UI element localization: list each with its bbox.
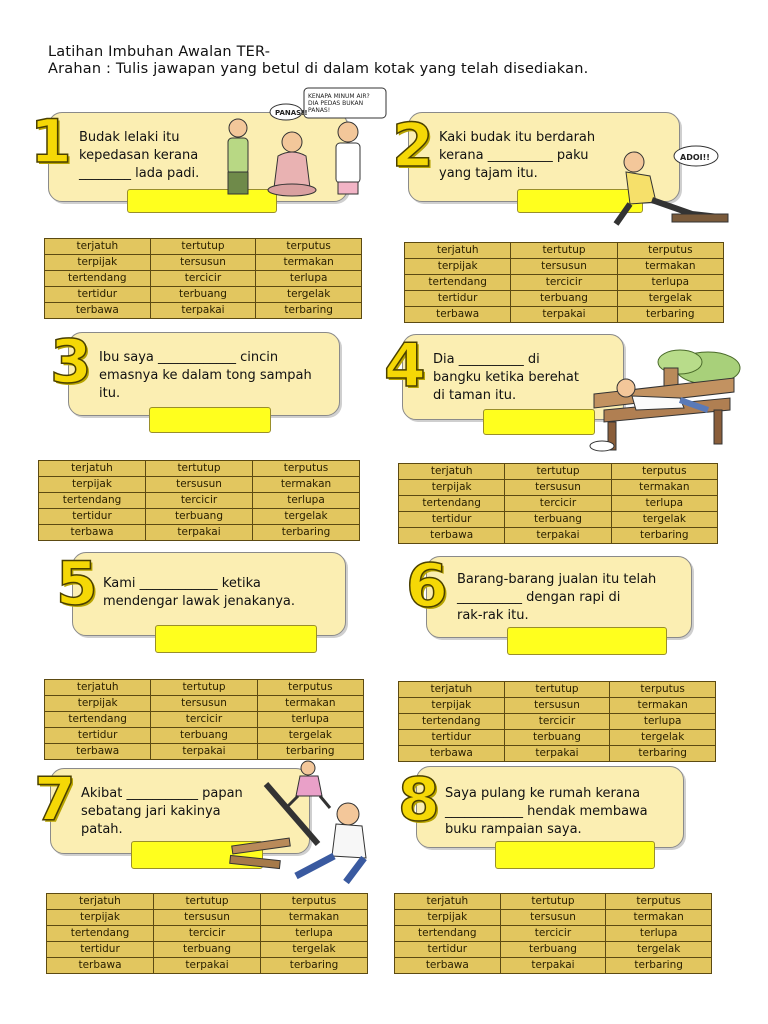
word-bank-row	[399, 682, 716, 698]
question-line: sebatang jari kakinya	[81, 804, 221, 819]
word-option: terlupa	[617, 275, 723, 291]
word-bank-row	[47, 926, 368, 942]
word-bank-table-3	[38, 460, 360, 541]
word-option: terbuang	[511, 291, 617, 307]
word-bank-row	[399, 714, 716, 730]
worksheet-header	[48, 44, 588, 78]
question-line: kerana __________ paku	[439, 148, 589, 163]
question-number-8: 8	[398, 765, 440, 835]
word-option: terlupa	[610, 714, 716, 730]
word-option: termakan	[257, 696, 363, 712]
word-option: tertutup	[150, 239, 256, 255]
word-option: terpakai	[504, 746, 610, 762]
word-option: terbuang	[504, 730, 610, 746]
word-option: tertutup	[151, 680, 257, 696]
word-bank-row	[45, 255, 362, 271]
word-option: terpakai	[511, 307, 617, 323]
answer-box-5[interactable]	[155, 625, 317, 653]
word-bank-body	[45, 680, 364, 760]
word-option: terbaring	[606, 958, 712, 974]
word-option: terjatuh	[399, 682, 505, 698]
word-option: terbuang	[500, 942, 606, 958]
word-option: tersusun	[146, 477, 253, 493]
question-sentence-5	[103, 575, 295, 611]
word-option: terlupa	[611, 496, 717, 512]
word-option: terbawa	[45, 303, 151, 319]
word-option: terpijak	[45, 696, 151, 712]
word-option: termakan	[261, 910, 368, 926]
speech-bubble-shout: PANAS!!	[275, 109, 308, 117]
question-line: Kaki budak itu berdarah	[439, 130, 596, 145]
question-line: Budak lelaki itu	[79, 130, 180, 145]
speech-bubble-line: PANAS!	[308, 107, 331, 114]
word-option: terpakai	[150, 303, 256, 319]
word-bank-row	[399, 730, 716, 746]
word-bank-row	[47, 894, 368, 910]
question-card-3	[68, 332, 340, 416]
word-option: terjatuh	[47, 894, 154, 910]
word-option: tercicir	[504, 714, 610, 730]
word-option: terputus	[611, 464, 717, 480]
question-number-4: 4	[384, 331, 426, 401]
word-bank-row	[39, 477, 360, 493]
word-option: tertendang	[399, 714, 505, 730]
word-bank-body	[45, 239, 362, 319]
word-option: terjatuh	[45, 680, 151, 696]
word-bank-table-6	[398, 681, 716, 762]
word-option: terjatuh	[45, 239, 151, 255]
word-option: terbaring	[257, 744, 363, 760]
word-bank-row	[39, 493, 360, 509]
word-option: tertutup	[505, 464, 611, 480]
word-option: terbuang	[154, 942, 261, 958]
word-bank-body	[47, 894, 368, 974]
word-option: tercicir	[150, 271, 256, 287]
question-number-2: 2	[392, 111, 434, 181]
word-option: tersusun	[150, 255, 256, 271]
word-option: tertutup	[504, 682, 610, 698]
word-option: terbawa	[405, 307, 511, 323]
question-sentence-8	[445, 785, 648, 839]
word-option: terbaring	[617, 307, 723, 323]
word-bank-row	[399, 464, 718, 480]
answer-box-4[interactable]	[483, 409, 595, 435]
word-bank-row	[405, 243, 724, 259]
question-number-5: 5	[56, 549, 98, 619]
word-bank-row	[45, 728, 364, 744]
word-option: tertendang	[47, 926, 154, 942]
word-option: terbawa	[39, 525, 146, 541]
word-bank-body	[399, 464, 718, 544]
word-bank-row	[47, 942, 368, 958]
word-option: terpakai	[151, 744, 257, 760]
word-option: tergelak	[261, 942, 368, 958]
answer-box-6[interactable]	[507, 627, 667, 655]
word-bank-row	[45, 287, 362, 303]
word-bank-table-7	[46, 893, 368, 974]
word-option: terputus	[610, 682, 716, 698]
word-option: terlupa	[253, 493, 360, 509]
word-option: tergelak	[611, 512, 717, 528]
answer-box-3[interactable]	[149, 407, 271, 433]
word-bank-row	[39, 525, 360, 541]
word-option: tertidur	[395, 942, 501, 958]
question-number-6: 6	[406, 551, 448, 621]
word-option: tergelak	[617, 291, 723, 307]
word-bank-row	[399, 512, 718, 528]
word-option: terbawa	[399, 528, 505, 544]
word-bank-body	[405, 243, 724, 323]
word-option: terbawa	[399, 746, 505, 762]
word-option: terpijak	[47, 910, 154, 926]
word-option: tergelak	[256, 287, 362, 303]
word-option: terpakai	[505, 528, 611, 544]
word-option: terbuang	[150, 287, 256, 303]
word-option: tercicir	[500, 926, 606, 942]
word-bank-table-8	[394, 893, 712, 974]
word-option: terbawa	[45, 744, 151, 760]
word-bank-row	[45, 239, 362, 255]
word-option: terbaring	[611, 528, 717, 544]
word-bank-row	[395, 910, 712, 926]
word-option: terlupa	[257, 712, 363, 728]
speech-bubble-line: DIA PEDAS BUKAN	[308, 100, 364, 107]
word-option: tertendang	[45, 271, 151, 287]
word-option: terbaring	[610, 746, 716, 762]
word-option: tertidur	[45, 287, 151, 303]
word-bank-row	[45, 712, 364, 728]
speech-bubble-shout: ADOI!!	[680, 153, 710, 162]
question-line: itu.	[99, 386, 121, 401]
word-bank-row	[405, 259, 724, 275]
word-bank-table-1	[44, 238, 362, 319]
question-number-3: 3	[50, 327, 92, 397]
question-sentence-2	[439, 129, 595, 183]
word-option: tertutup	[146, 461, 253, 477]
word-option: termakan	[256, 255, 362, 271]
word-bank-row	[405, 291, 724, 307]
question-sentence-1	[79, 129, 199, 183]
word-option: terlupa	[256, 271, 362, 287]
question-card-6	[426, 556, 692, 638]
word-option: termakan	[617, 259, 723, 275]
question-line: ________ lada padi.	[79, 166, 200, 181]
question-card-5	[72, 552, 346, 636]
speech-bubble-line: KENAPA MINUM AIR?	[308, 93, 370, 100]
word-bank-row	[399, 528, 718, 544]
word-option: tergelak	[610, 730, 716, 746]
word-bank-row	[45, 696, 364, 712]
question-sentence-6	[457, 571, 656, 625]
worksheet-title: Latihan Imbuhan Awalan TER-	[48, 44, 271, 60]
word-option: terjatuh	[39, 461, 146, 477]
word-option: terbuang	[146, 509, 253, 525]
word-option: tersusun	[151, 696, 257, 712]
word-option: tergelak	[253, 509, 360, 525]
question-card-8	[416, 766, 684, 848]
question-line: Kami ____________ ketika	[103, 576, 261, 591]
word-bank-row	[399, 496, 718, 512]
word-option: terbuang	[505, 512, 611, 528]
word-option: terbawa	[47, 958, 154, 974]
illustration-spicy-boy	[218, 86, 388, 206]
question-line: rak-rak itu.	[457, 608, 529, 623]
word-option: tertendang	[45, 712, 151, 728]
word-option: tertidur	[405, 291, 511, 307]
question-line: Saya pulang ke rumah kerana	[445, 786, 641, 801]
word-option: terjatuh	[405, 243, 511, 259]
illustration-injured-boy	[600, 140, 750, 230]
question-line: emasnya ke dalam tong sampah	[99, 368, 312, 383]
word-option: terpakai	[500, 958, 606, 974]
question-line: Ibu saya ____________ cincin	[99, 350, 279, 365]
answer-box-8[interactable]	[495, 841, 655, 869]
question-sentence-3	[99, 349, 312, 403]
worksheet-instruction: Arahan : Tulis jawapan yang betul di dalam kotak yang telah disediakan.	[48, 61, 589, 77]
word-option: termakan	[606, 910, 712, 926]
word-option: terpijak	[399, 698, 505, 714]
word-option: terbaring	[261, 958, 368, 974]
question-line: Akibat ___________ papan	[81, 786, 243, 801]
word-option: tercicir	[146, 493, 253, 509]
word-bank-table-2	[404, 242, 724, 323]
word-option: tergelak	[606, 942, 712, 958]
word-option: terpakai	[154, 958, 261, 974]
question-line: di taman itu.	[433, 388, 517, 403]
word-bank-body	[399, 682, 716, 762]
word-option: tercicir	[151, 712, 257, 728]
word-bank-row	[45, 303, 362, 319]
word-option: terputus	[256, 239, 362, 255]
word-option: termakan	[611, 480, 717, 496]
question-line: patah.	[81, 822, 123, 837]
word-option: termakan	[253, 477, 360, 493]
word-option: tertutup	[154, 894, 261, 910]
word-option: tersusun	[154, 910, 261, 926]
word-option: terpakai	[146, 525, 253, 541]
word-bank-body	[39, 461, 360, 541]
word-option: terlupa	[606, 926, 712, 942]
word-option: tercicir	[511, 275, 617, 291]
word-option: tersusun	[505, 480, 611, 496]
word-bank-row	[395, 942, 712, 958]
word-option: tertendang	[395, 926, 501, 942]
word-option: tertutup	[511, 243, 617, 259]
illustration-sleeping-on-bench	[584, 348, 744, 460]
word-option: tertendang	[39, 493, 146, 509]
question-line: __________ dengan rapi di	[457, 590, 621, 605]
word-option: tertidur	[399, 730, 505, 746]
word-bank-row	[39, 509, 360, 525]
word-bank-row	[47, 910, 368, 926]
word-option: terpijak	[45, 255, 151, 271]
word-bank-table-5	[44, 679, 364, 760]
question-sentence-4	[433, 351, 579, 405]
question-line: ____________ hendak membawa	[445, 804, 648, 819]
word-option: terputus	[257, 680, 363, 696]
question-line: yang tajam itu.	[439, 166, 538, 181]
word-option: tertidur	[39, 509, 146, 525]
word-option: tercicir	[154, 926, 261, 942]
word-option: terputus	[606, 894, 712, 910]
word-bank-row	[39, 461, 360, 477]
word-option: terputus	[617, 243, 723, 259]
word-bank-row	[405, 307, 724, 323]
word-bank-row	[405, 275, 724, 291]
illustration-kicked-plank	[226, 758, 376, 886]
word-option: terpijak	[399, 480, 505, 496]
question-line: mendengar lawak jenakanya.	[103, 594, 296, 609]
question-line: Barang-barang jualan itu telah	[457, 572, 657, 587]
word-bank-row	[395, 926, 712, 942]
word-bank-row	[395, 894, 712, 910]
word-bank-row	[399, 698, 716, 714]
word-bank-row	[45, 271, 362, 287]
word-option: tertidur	[47, 942, 154, 958]
question-line: Dia __________ di	[433, 352, 540, 367]
question-line: bangku ketika berehat	[433, 370, 579, 385]
word-option: tersusun	[500, 910, 606, 926]
word-bank-row	[47, 958, 368, 974]
word-option: tertutup	[500, 894, 606, 910]
question-line: kepedasan kerana	[79, 148, 199, 163]
word-option: terpijak	[405, 259, 511, 275]
word-option: terjatuh	[399, 464, 505, 480]
word-bank-row	[395, 958, 712, 974]
word-option: terjatuh	[395, 894, 501, 910]
question-line: buku rampaian saya.	[445, 822, 582, 837]
word-option: tertidur	[399, 512, 505, 528]
word-option: tertidur	[45, 728, 151, 744]
word-option: terbaring	[256, 303, 362, 319]
word-option: terpijak	[395, 910, 501, 926]
word-option: terbawa	[395, 958, 501, 974]
word-option: tergelak	[257, 728, 363, 744]
word-option: termakan	[610, 698, 716, 714]
question-number-7: 7	[34, 765, 76, 835]
word-option: terputus	[253, 461, 360, 477]
word-option: terlupa	[261, 926, 368, 942]
word-bank-row	[399, 746, 716, 762]
word-option: terputus	[261, 894, 368, 910]
word-option: terbuang	[151, 728, 257, 744]
word-option: tersusun	[504, 698, 610, 714]
word-bank-row	[399, 480, 718, 496]
word-bank-table-4	[398, 463, 718, 544]
word-bank-row	[45, 680, 364, 696]
word-option: tertendang	[405, 275, 511, 291]
word-option: terbaring	[253, 525, 360, 541]
word-option: terpijak	[39, 477, 146, 493]
word-bank-body	[395, 894, 712, 974]
word-option: tercicir	[505, 496, 611, 512]
word-option: tersusun	[511, 259, 617, 275]
question-sentence-7	[81, 785, 243, 839]
question-number-1: 1	[30, 107, 72, 177]
word-option: tertendang	[399, 496, 505, 512]
